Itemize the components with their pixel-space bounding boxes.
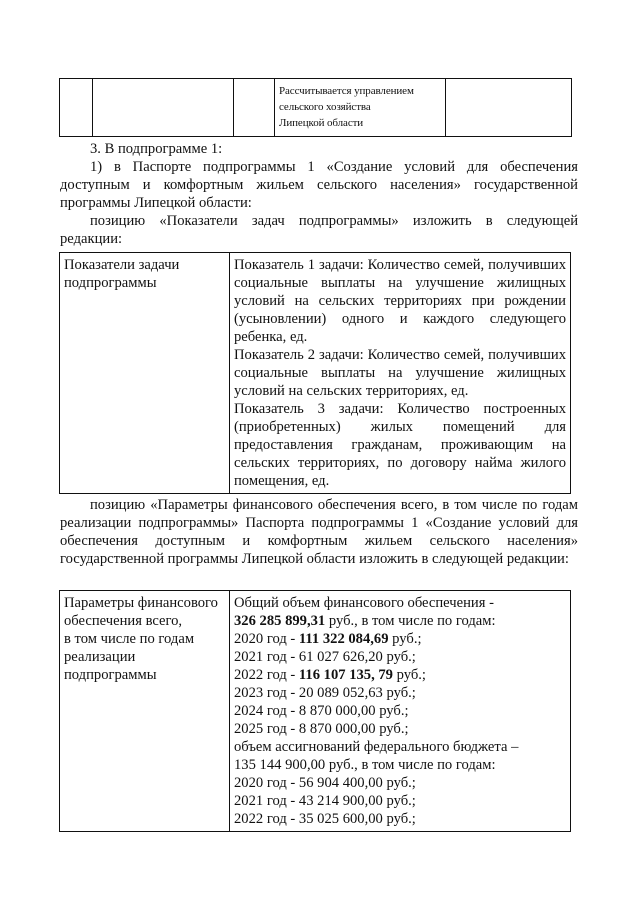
indicators-value-cell bbox=[230, 253, 571, 494]
item-1-line: программы Липецкой области: bbox=[60, 195, 252, 211]
finance-label-cell bbox=[60, 591, 230, 832]
federal-line: 135 144 900,00 руб., в том числе по годам: bbox=[234, 757, 496, 773]
table-cell bbox=[234, 79, 275, 137]
item-1-line: 1) в Паспорте подпрограммы 1 «Создание условий для обеспечения bbox=[90, 159, 578, 175]
label-line: в том числе по годам bbox=[64, 631, 195, 647]
indicator-1: Показатель 1 задачи: Количество семей, получивших социальные выплаты на улучшение жилищных условий на сельских территориях при рождении (усыновлении) одного и каждого следующего ребенка, ед. bbox=[234, 257, 566, 345]
years-list bbox=[234, 630, 566, 738]
table-row bbox=[60, 591, 571, 832]
continuation-table bbox=[59, 78, 572, 137]
section-3-block bbox=[60, 140, 578, 248]
year-allocation-line bbox=[234, 684, 566, 702]
year-allocation-line bbox=[234, 648, 566, 666]
note-line: сельского хозяйства bbox=[279, 101, 371, 113]
item-1-line: доступным и комфортным жильем сельского населения» государственной bbox=[60, 177, 578, 193]
finance-value-cell bbox=[230, 591, 571, 832]
label-line: Параметры финансового bbox=[64, 595, 218, 611]
table-cell bbox=[93, 79, 234, 137]
finance-table bbox=[59, 590, 571, 832]
year-allocation-line bbox=[234, 666, 566, 684]
year-suffix: руб.; bbox=[382, 649, 416, 665]
year-suffix: руб.; bbox=[375, 721, 409, 737]
year-label: 2024 год - bbox=[234, 703, 299, 719]
year-amount: 116 107 135, 79 bbox=[298, 667, 393, 683]
year-allocation-line bbox=[234, 630, 566, 648]
year-amount: 8 870 000,00 bbox=[298, 721, 376, 737]
note-line: Липецкой области bbox=[279, 117, 364, 129]
year-amount: 111 322 084,69 bbox=[298, 631, 389, 647]
year-suffix: руб.; bbox=[375, 703, 409, 719]
total-amount: 326 285 899,31 bbox=[234, 613, 326, 629]
section-heading: 3. В подпрограмме 1: bbox=[90, 141, 223, 157]
indicator-3: Показатель 3 задачи: Количество построенных (приобретенных) жилых помещений для предоставления гражданам, проживающим на сельских территориях, по договору найма жилого помещения, ед. bbox=[234, 401, 566, 489]
year-label: 2020 год - bbox=[234, 631, 299, 647]
total-amount-line bbox=[234, 612, 566, 630]
label-line: обеспечения всего, bbox=[64, 613, 183, 629]
label-line: Показатели задачи bbox=[64, 257, 180, 273]
federal-year-line: 2020 год - 56 904 400,00 руб.; bbox=[234, 775, 416, 791]
label-line: подпрограммы bbox=[64, 667, 157, 683]
calculation-note-cell bbox=[275, 79, 446, 137]
year-allocation-line bbox=[234, 720, 566, 738]
year-amount: 8 870 000,00 bbox=[298, 703, 376, 719]
year-allocation-line bbox=[234, 702, 566, 720]
federal-line: объем ассигнований федерального бюджета – bbox=[234, 739, 519, 755]
federal-year-line: 2022 год - 35 025 600,00 руб.; bbox=[234, 811, 416, 827]
year-suffix: руб.; bbox=[388, 631, 422, 647]
label-line: подпрограммы bbox=[64, 275, 157, 291]
table-row bbox=[60, 253, 571, 494]
position-instruction: позицию «Показатели задач подпрограммы» изложить в следующей bbox=[90, 213, 578, 229]
year-suffix: руб.; bbox=[382, 685, 416, 701]
federal-year-line: 2021 год - 43 214 900,00 руб.; bbox=[234, 793, 416, 809]
table-cell bbox=[60, 79, 93, 137]
note-line: Рассчитывается управлением bbox=[279, 85, 414, 97]
indicators-table bbox=[59, 252, 571, 494]
label-line: реализации bbox=[64, 649, 136, 665]
position-instruction: редакции: bbox=[60, 231, 123, 247]
total-line: Общий объем финансового обеспечения - bbox=[234, 595, 494, 611]
indicator-2: Показатель 2 задачи: Количество семей, получивших социальные выплаты на улучшение жилищных условий на сельских территориях, ед. bbox=[234, 347, 566, 399]
position-2-text: позицию «Параметры финансового обеспечения всего, в том числе по годам реализации подпрограммы» Паспорта подпрограммы 1 «Создание условий для обеспечения доступным и комфортным жильем сельского населения» государственной программы Липецкой области изложить в следующей редакции: bbox=[60, 497, 578, 567]
federal-years-list bbox=[234, 774, 566, 828]
total-suffix: руб., в том числе по годам: bbox=[325, 613, 496, 629]
year-suffix: руб.; bbox=[392, 667, 426, 683]
year-label: 2023 год - bbox=[234, 685, 299, 701]
year-amount: 61 027 626,20 bbox=[298, 649, 383, 665]
position-2-paragraph bbox=[60, 496, 578, 568]
table-cell bbox=[446, 79, 572, 137]
indicators-label-cell bbox=[60, 253, 230, 494]
table-row bbox=[60, 79, 572, 137]
year-label: 2025 год - bbox=[234, 721, 299, 737]
year-label: 2021 год - bbox=[234, 649, 299, 665]
year-amount: 20 089 052,63 bbox=[298, 685, 383, 701]
year-label: 2022 год - bbox=[234, 667, 299, 683]
